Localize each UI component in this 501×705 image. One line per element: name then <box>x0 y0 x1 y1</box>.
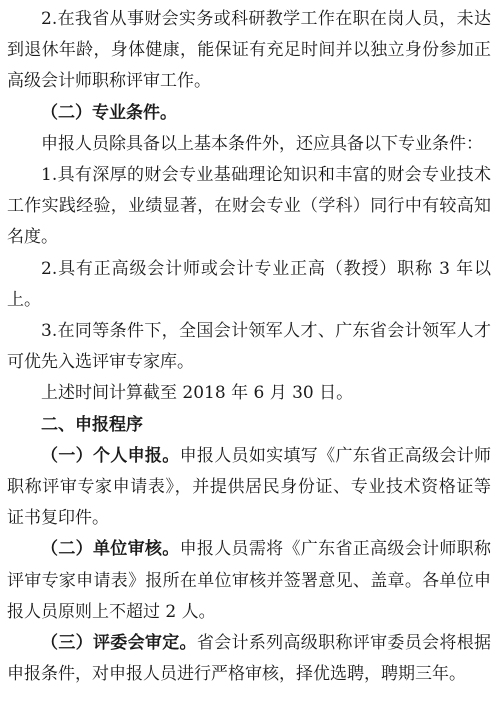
paragraph-professional-1 <box>7 160 491 254</box>
heading-text: 二、申报程序 <box>41 414 143 435</box>
lead-title: （一）个人申报。 <box>41 445 180 466</box>
paragraph-time-cutoff <box>7 378 491 409</box>
paragraph-committee-approval <box>7 628 491 690</box>
paragraph-text: 申报人员如实填写《广东省正高级会计师职称评审专家申请表》，并提供居民身份证、专业技术资格证等证书复印件。 <box>7 445 492 529</box>
paragraph-professional-intro <box>7 129 491 160</box>
paragraph-personal-application <box>7 441 491 535</box>
paragraph-text: 3.在同等条件下，全国会计领军人才、广东省会计领军人才可优先入选评审专家库。 <box>7 321 491 373</box>
paragraph-text: 2.具有正高级会计师或会计专业正高（教授）职称 3 年以上。 <box>7 258 491 310</box>
paragraph-text: 上述时间计算截至 2018 年 6 月 30 日。 <box>41 383 354 404</box>
paragraph-text: 省会计系列高级职称评审委员会将根据申报条件，对申报人员进行严格审核，择优选聘，聘期三年。 <box>7 633 492 685</box>
paragraph-condition-2 <box>7 4 491 98</box>
section-heading-professional-conditions <box>7 98 491 129</box>
paragraph-text: 1.具有深厚的财会专业基础理论知识和丰富的财会专业技术工作实践经验，业绩显著，在财会专业（学科）同行中有较高知名度。 <box>7 165 491 248</box>
paragraph-unit-review <box>7 534 491 628</box>
paragraph-text: 2.在我省从事财会实务或科研教学工作在职在岗人员，未达到退休年龄，身体健康，能保证有充足时间并以独立身份参加正高级会计师职称评审工作。 <box>7 9 491 92</box>
paragraph-professional-3 <box>7 316 491 378</box>
lead-title: （三）评委会审定。 <box>41 633 197 654</box>
heading-text: （二）专业条件。 <box>41 102 177 123</box>
paragraph-text: 申报人员除具备以上基本条件外，还应具备以下专业条件： <box>41 133 483 154</box>
paragraph-professional-2 <box>7 254 491 316</box>
lead-title: （二）单位审核。 <box>41 539 180 560</box>
paragraph-text: 申报人员需将《广东省正高级会计师职称评审专家申请表》报所在单位审核并签署意见、盖章。各单位申报人员原则上不超过 2 人。 <box>7 539 492 622</box>
section-heading-application-procedure <box>7 410 491 441</box>
